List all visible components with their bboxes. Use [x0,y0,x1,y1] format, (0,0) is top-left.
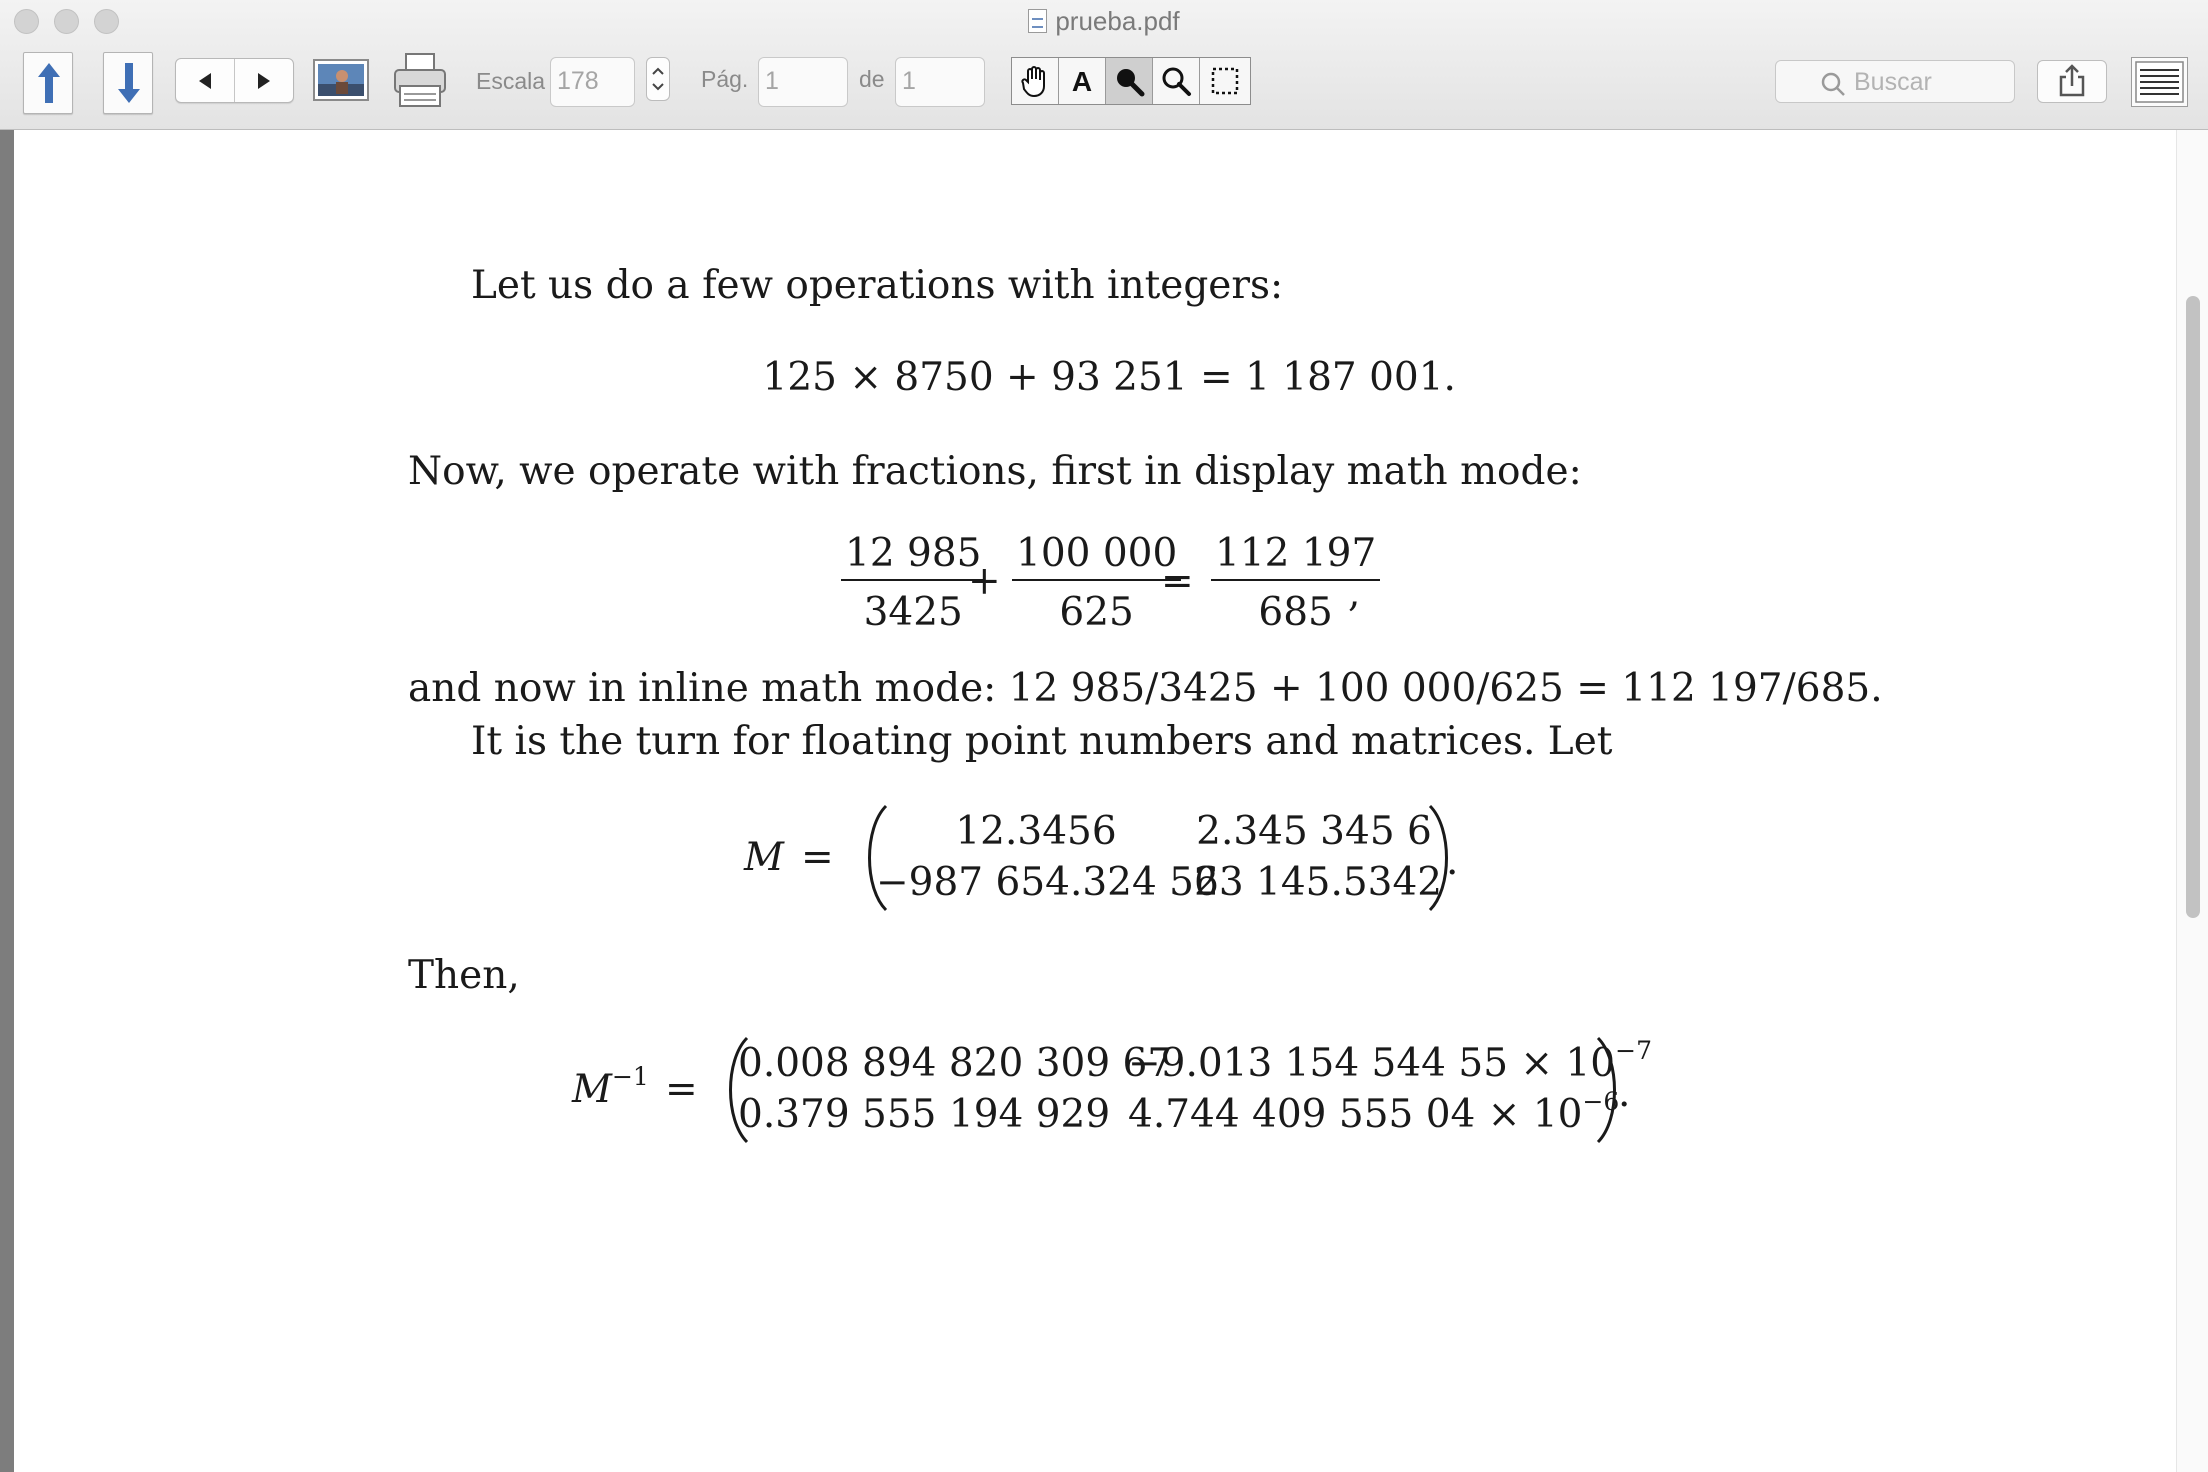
window-toolbar [0,0,2208,130]
fraction-3-numerator: 112 197 [1215,531,1377,576]
page-value: 1 [765,67,779,95]
tool-selector [1011,57,1251,105]
sidebar-toggle-icon [2132,58,2187,106]
scale-value: 178 [557,67,599,95]
previous-page-button[interactable] [23,52,73,114]
inverse-matrix-letter: M [572,1067,612,1112]
svg-text:A: A [1071,66,1093,96]
inverse-matrix-a22-mantissa: 4.744 409 555 04 × 10 [1128,1092,1583,1137]
back-button[interactable] [176,59,234,102]
inverse-matrix-period: . [1618,1071,1631,1116]
inverse-matrix-exponent: −1 [611,1062,649,1091]
inverse-matrix-a22 [1128,1087,1620,1137]
zoom-out-tool-button[interactable] [1153,58,1200,104]
matrix-m-name: M [744,835,784,880]
zoom-in-tool-button[interactable] [1106,58,1153,104]
pdf-document-icon [1028,9,1047,33]
scale-label: Escala [476,68,546,94]
matrix-m-equals: = [801,835,834,880]
next-page-button[interactable] [103,52,153,114]
search-field[interactable] [1775,60,2015,103]
fraction-1 [841,531,985,635]
inverse-matrix-a12-mantissa: −9.013 154 544 55 × 10 [1128,1041,1616,1086]
magnifier-icon [1820,71,1846,97]
image-export-button[interactable] [312,56,370,106]
text-select-tool-button[interactable] [1059,58,1106,104]
page-input[interactable] [758,57,848,107]
page-edge-shadow [0,130,14,1472]
fraction-equals-sign: = [1161,559,1194,604]
arrow-down-page-icon [112,61,146,105]
window-title-text: prueba.pdf [1055,6,1180,36]
matrix-m-a22: 23 145.5342 [1194,860,1443,905]
fraction-2-denominator: 625 [1059,590,1134,635]
matrix-m-a12: 2.345 345 6 [1196,809,1432,854]
hand-icon [1019,64,1051,98]
share-icon [2038,61,2106,102]
marquee-select-icon [1210,66,1240,96]
page-label: Pág. [701,66,749,92]
fraction-comma: , [1348,571,1361,616]
vertical-scrollbar-thumb[interactable] [2186,296,2200,918]
triangle-left-icon [197,72,213,90]
paragraph-integers: Let us do a few operations with integers: [471,263,1284,308]
inverse-matrix-a11: 0.008 894 820 309 67 [738,1041,1173,1086]
pdf-page[interactable] [14,130,2176,1472]
fraction-plus-sign: + [968,559,1001,604]
scale-stepper[interactable] [646,57,670,101]
total-pages-value: 1 [902,67,916,95]
inverse-matrix-a12 [1128,1036,1652,1086]
inverse-matrix-equals: = [665,1067,698,1112]
inverse-matrix-a12-exponent: −7 [1615,1036,1652,1065]
inverse-matrix-a21: 0.379 555 194 929 [738,1092,1111,1137]
fraction-2 [1012,531,1181,635]
paragraph-fractions: Now, we operate with fractions, first in display math mode: [408,449,1582,494]
inverse-matrix-a22-exponent: −6 [1582,1087,1620,1116]
text-select-icon [1068,66,1096,96]
matrix-m-a11: 12.3456 [955,809,1117,854]
chevron-up-down-icon [647,58,669,100]
search-placeholder: Buscar [1854,68,1932,96]
fraction-3-denominator: 685 [1258,590,1333,635]
triangle-right-icon [256,72,272,90]
paragraph-inline-math: and now in inline math mode: 12 985/3425 + 100 000/625 = 112 197/685. [408,666,1883,711]
scale-input[interactable] [550,57,635,107]
fraction-1-denominator: 3425 [863,590,963,635]
matrix-m-period: . [1446,839,1459,884]
matrix-m-a21: −987 654.324 56 [876,860,1219,905]
forward-button[interactable] [235,59,293,102]
zoom-in-icon [1113,65,1145,97]
hand-tool-button[interactable] [1012,58,1059,104]
equation-integers: 125 × 8750 + 93 251 = 1 187 001. [762,355,1456,400]
print-button[interactable] [392,52,448,110]
paragraph-matrices: It is the turn for floating point numbers and matrices. Let [471,719,1613,764]
arrow-up-page-icon [32,61,66,105]
printer-icon [392,52,448,110]
share-button[interactable] [2037,60,2107,103]
fraction-2-numerator: 100 000 [1016,531,1178,576]
photo-icon [312,56,370,106]
marquee-select-tool-button[interactable] [1200,58,1250,104]
total-pages-field [895,57,985,107]
sidebar-toggle-button[interactable] [2131,57,2188,107]
zoom-out-icon [1160,65,1192,97]
fraction-1-numerator: 12 985 [845,531,982,576]
paragraph-then: Then, [408,953,520,998]
inverse-matrix-name [572,1062,649,1112]
history-navigation [175,58,294,103]
window-title [0,6,2208,37]
of-label: de [859,66,885,92]
